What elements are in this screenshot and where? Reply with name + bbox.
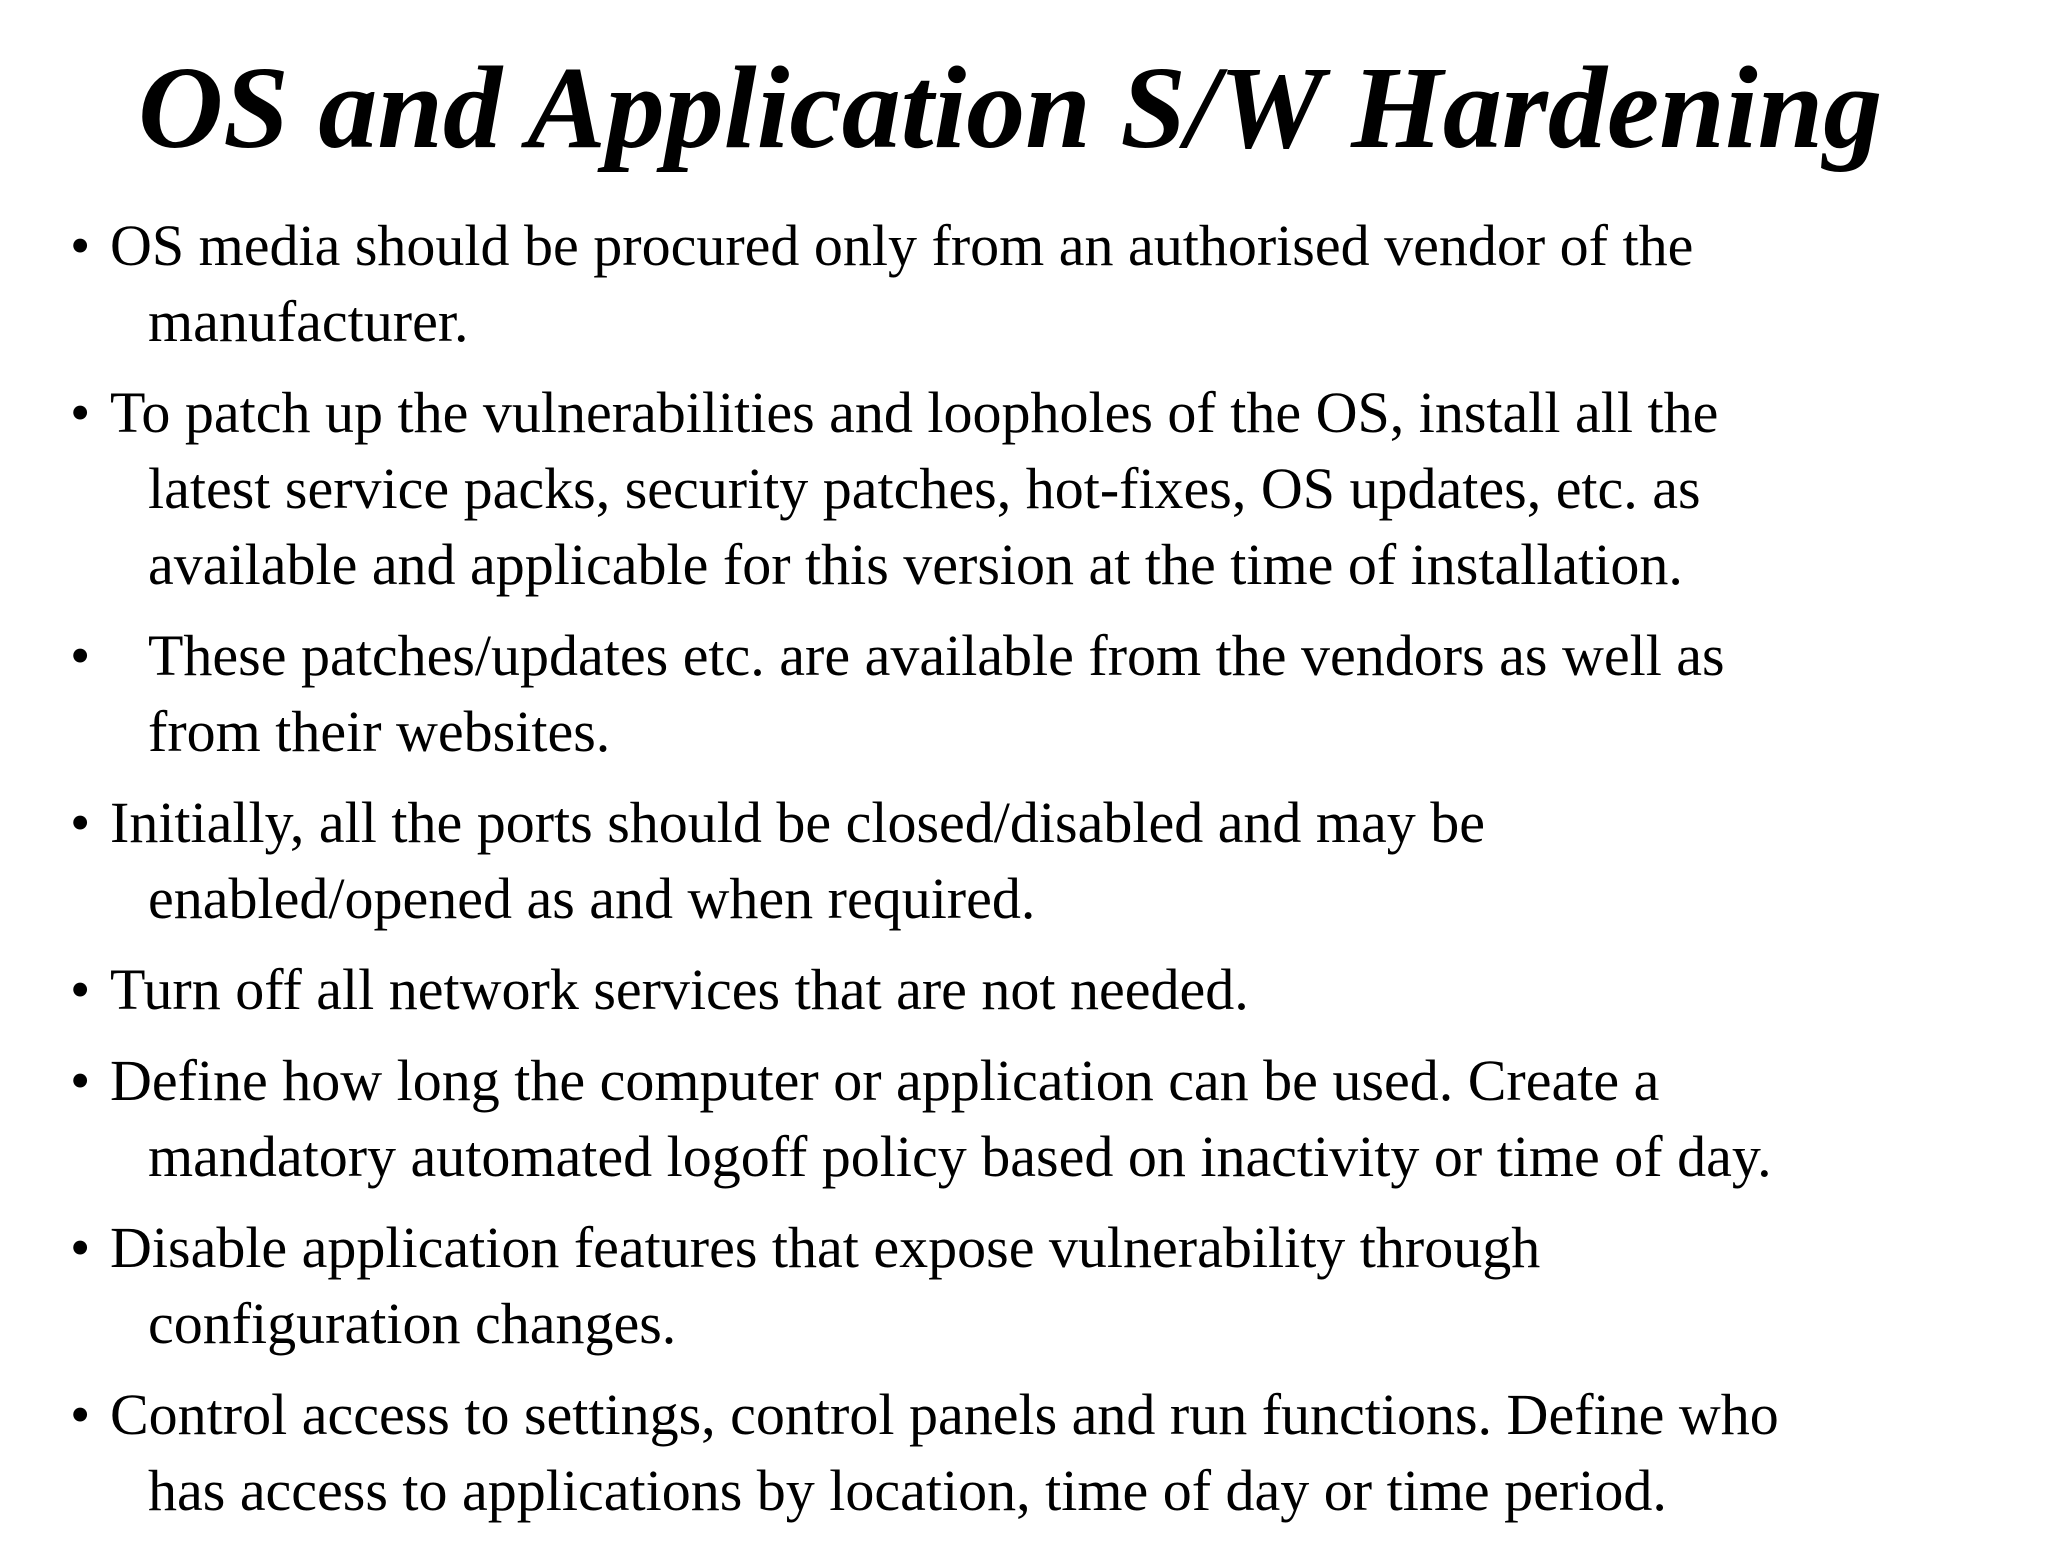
bullet-line: from their websites.: [148, 699, 611, 764]
bullet-line: These patches/updates etc. are available from the vendors as well as: [148, 623, 1725, 688]
bullet-marker: •: [70, 623, 91, 688]
bullet-marker: •: [70, 1215, 91, 1280]
bullet-line: Turn off all network services that are not needed.: [110, 957, 1249, 1022]
bullet-line: OS media should be procured only from an authorised vendor of the: [110, 213, 1694, 278]
bullet-line: manufacturer.: [148, 289, 469, 354]
bullet-marker: •: [70, 790, 91, 855]
bullet-item: [70, 785, 2030, 937]
bullet-list: [70, 208, 2030, 1544]
bullet-line: configuration changes.: [148, 1291, 677, 1356]
bullet-line: Initially, all the ports should be closed/disabled and may be: [110, 790, 1486, 855]
bullet-item: [70, 1043, 2030, 1195]
bullet-item: [70, 1377, 2030, 1529]
bullet-item: [70, 952, 2030, 1028]
slide-title: OS and Application S/W Hardening: [138, 42, 1883, 173]
bullet-line: enabled/opened as and when required.: [148, 866, 1036, 931]
bullet-line: Define how long the computer or application can be used. Create a: [110, 1048, 1660, 1113]
bullet-line: To patch up the vulnerabilities and loopholes of the OS, install all the: [110, 380, 1719, 445]
bullet-item: [70, 375, 2030, 603]
bullet-marker: •: [70, 1048, 91, 1113]
bullet-item: [70, 1210, 2030, 1362]
bullet-line: Control access to settings, control panels and run functions. Define who: [110, 1382, 1779, 1447]
bullet-marker: •: [70, 1382, 91, 1447]
bullet-line: latest service packs, security patches, hot-fixes, OS updates, etc. as: [148, 456, 1701, 521]
bullet-line: has access to applications by location, time of day or time period.: [148, 1458, 1667, 1523]
bullet-line: mandatory automated logoff policy based on inactivity or time of day.: [148, 1124, 1772, 1189]
bullet-item: [70, 208, 2030, 360]
bullet-line: Disable application features that expose vulnerability through: [110, 1215, 1541, 1280]
bullet-item: [70, 618, 2030, 770]
bullet-marker: •: [70, 957, 91, 1022]
bullet-marker: •: [70, 380, 91, 445]
bullet-marker: •: [70, 213, 91, 278]
bullet-line: available and applicable for this version at the time of installation.: [148, 532, 1683, 597]
